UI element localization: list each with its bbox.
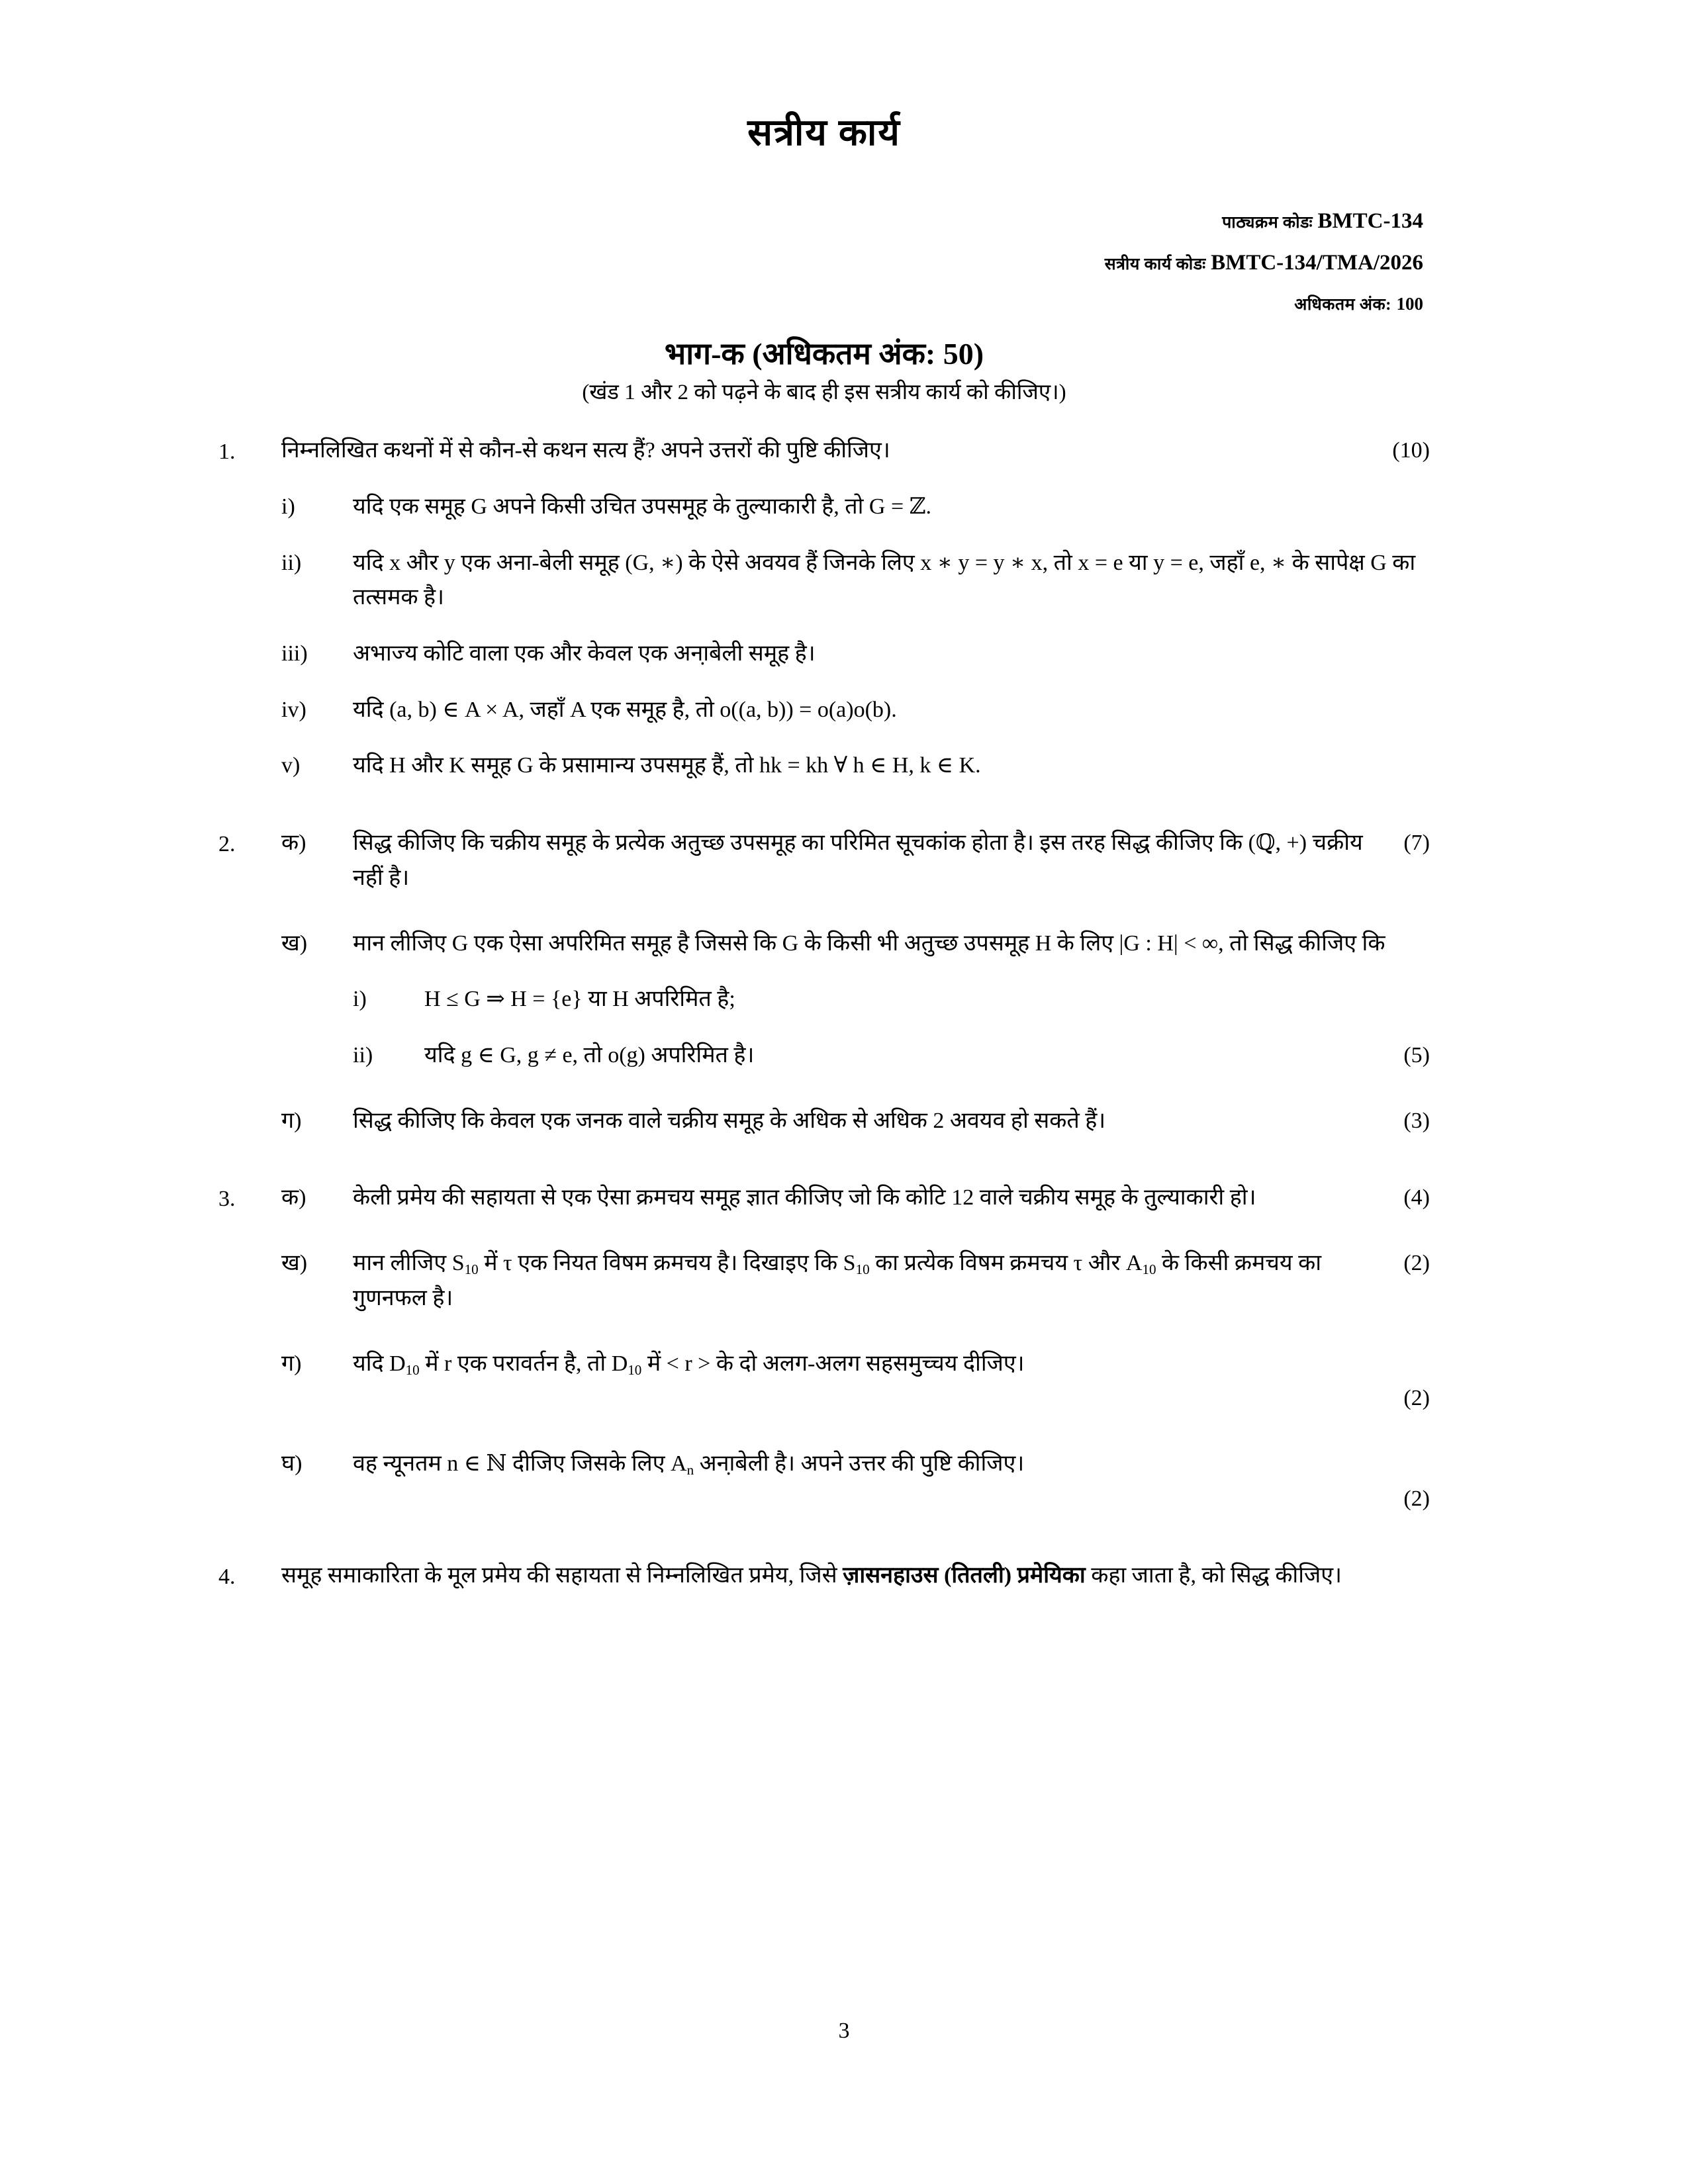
spacer — [218, 1420, 1430, 1447]
question-2-part-b-item-i-text: H ≤ G ⇒ H = {e} या H अपरिमित है; — [424, 987, 735, 1012]
question-1 — [218, 433, 1430, 469]
question-3-part-d-marks: (2) — [1403, 1486, 1430, 1511]
question-2-part-a — [218, 826, 1430, 895]
spacer — [218, 1320, 1430, 1347]
spacer — [218, 788, 1430, 826]
question-1-item-i — [218, 490, 1430, 525]
max-marks-label: अधिकतम अंक: — [1294, 296, 1391, 314]
question-3-part-a-wrap — [353, 1181, 1430, 1216]
question-4-stem-wrap — [281, 1559, 1430, 1594]
question-2-part-c-marks: (3) — [1403, 1108, 1430, 1133]
spacer — [218, 1077, 1430, 1104]
question-3-part-c-sub2: 10 — [628, 1361, 642, 1378]
question-1-item-iii-text: अभाज्य कोटि वाला एक और केवल एक अना़बेली समूह है। — [353, 641, 816, 666]
question-4-stem-bold2: प्रमेयिका — [1017, 1563, 1086, 1588]
question-1-item-iii — [218, 637, 1430, 672]
question-2-part-a-text: सिद्ध कीजिए कि चक्रीय समूह के प्रत्येक अतुच्छ उपसमूह का परिमित सूचकांक होता है। इस तरह सिद्ध कीजिए कि (ℚ, +) चक्रीय नहीं है। — [353, 831, 1363, 890]
question-4-number: 4. — [218, 1565, 236, 1590]
question-2-part-b-item-i — [218, 982, 1430, 1017]
question-1-item-iv-text: यदि (a, b) ∈ A × A, जहाँ A एक समूह है, तो o((a, b)) = o(a)o(b). — [353, 697, 897, 722]
question-2-number: 2. — [218, 832, 236, 857]
question-2-part-a-label: क) — [281, 831, 306, 856]
question-1-item-v-label: v) — [281, 753, 301, 778]
course-code-label: पाठ्यक्रम कोडः — [1222, 214, 1313, 232]
question-4-stem-pre: समूह समाकारिता के मूल प्रमेय की सहायता से निम्नलिखित प्रमेय, जिसे — [281, 1563, 843, 1588]
question-2-part-a-wrap — [353, 826, 1430, 895]
blank-gutter — [218, 1104, 281, 1105]
blank-gutter — [218, 1038, 281, 1040]
assignment-code-line — [218, 251, 1423, 275]
question-4 — [218, 1559, 1430, 1594]
question-3-part-b-sub2: 10 — [855, 1261, 870, 1278]
spacer — [218, 473, 1430, 490]
question-1-item-ii — [218, 546, 1430, 615]
assignment-code-label: सत्रीय कार्य कोडः — [1104, 255, 1206, 273]
question-3-number: 3. — [218, 1187, 236, 1212]
question-2-part-b-text: मान लीजिए G एक ऐसा अपरिमित समूह है जिससे कि G के किसी भी अतुच्छ उपसमूह H के लिए |G : H| < ∞, तो सिद्ध कीजिए कि — [353, 931, 1385, 956]
question-1-item-ii-text: यदि x और y एक अना-बेली समूह (G, ∗) के ऐसे अवयव हैं जिनके लिए x ∗ y = y ∗ x, तो x = e या y = e, जहाँ e, ∗ के सापेक्ष G का तत्समक है। — [353, 550, 1416, 610]
question-1-item-iv-label: iv) — [281, 697, 306, 722]
question-3-part-a-label: क) — [281, 1185, 306, 1210]
question-3-part-c-wrap — [353, 1347, 1430, 1416]
question-2-part-b-item-ii-wrap — [424, 1038, 1430, 1073]
question-1-stem: निम्नलिखित कथनों में से कौन-से कथन सत्य हैं? अपने उत्तरों की पुष्टि कीजिए। — [281, 438, 890, 463]
blank-gutter — [218, 982, 281, 983]
spacer — [218, 965, 1430, 982]
blank-gutter — [218, 546, 281, 547]
question-1-item-i-label: i) — [281, 494, 295, 519]
blank-gutter — [218, 927, 281, 928]
max-marks-line — [218, 293, 1423, 315]
question-1-stem-wrap — [281, 433, 1430, 469]
question-3-part-a-marks: (4) — [1403, 1185, 1430, 1210]
question-3-part-b-sub1: 10 — [464, 1261, 479, 1278]
blank-gutter — [218, 490, 281, 491]
spacer — [218, 1021, 1430, 1038]
question-3-part-b-text-mid2: का प्रत्येक विषम क्रमचय τ और A — [869, 1251, 1143, 1276]
course-code-value: BMTC-134 — [1317, 209, 1423, 233]
question-3-part-b-wrap — [353, 1246, 1430, 1316]
blank-gutter — [218, 1347, 281, 1348]
question-3-part-b-text-post: के किसी क्रमचय का गुणनफल है। — [353, 1251, 1322, 1310]
question-3-part-c-text-mid: में r एक परावर्तन है, तो D — [419, 1351, 628, 1376]
question-2-part-c-wrap — [353, 1104, 1430, 1139]
question-3-part-c-label: ग) — [281, 1351, 302, 1376]
question-2-part-c — [218, 1104, 1430, 1139]
spacer — [218, 1142, 1430, 1181]
question-3-part-d-label: घ) — [281, 1451, 303, 1476]
page-content — [218, 99, 1430, 1598]
question-3-part-a-text: केली प्रमेय की सहायता से एक ऐसा क्रमचय समूह ज्ञात कीजिए जो कि कोटि 12 वाले चक्रीय समूह के तुल्याकारी हो। — [353, 1185, 1256, 1210]
question-4-stem-post: कहा जाता है, को सिद्ध कीजिए। — [1085, 1563, 1342, 1588]
blank-gutter — [218, 1246, 281, 1248]
blank-gutter — [218, 749, 281, 750]
question-1-item-ii-label: ii) — [281, 550, 302, 575]
question-3-part-c-text-post: में < r > के दो अलग-अलग सहसमुच्चय दीजिए। — [641, 1351, 1025, 1376]
question-3-part-c-text-pre: यदि D — [353, 1351, 406, 1376]
question-3-part-d-text-post: अना़बेली है। अपने उत्तर की पुष्टि कीजिए। — [694, 1451, 1025, 1476]
question-3-part-b-label: ख) — [281, 1251, 308, 1276]
part-subheading: (खंड 1 और 2 को पढ़ने के बाद ही इस सत्रीय कार्य को कीजिए।) — [582, 381, 1066, 404]
spacer — [218, 1520, 1430, 1559]
meta-block — [218, 209, 1430, 315]
part-heading: भाग-क (अधिकतम अंक: 50) — [664, 337, 984, 371]
spacer — [218, 619, 1430, 637]
question-2-part-b-item-ii — [218, 1038, 1430, 1073]
question-2-part-b-item-i-label: i) — [353, 987, 367, 1012]
question-3-part-b-text-pre: मान लीजिए S — [353, 1251, 465, 1276]
question-3-part-b — [218, 1246, 1430, 1316]
question-3-part-b-sub3: 10 — [1142, 1261, 1156, 1278]
question-3-part-a — [218, 1181, 1430, 1216]
question-2-part-c-text: सिद्ध कीजिए कि केवल एक जनक वाले चक्रीय समूह के अधिक से अधिक 2 अवयव हो सकते हैं। — [353, 1108, 1106, 1133]
question-2-part-a-marks: (7) — [1403, 831, 1430, 856]
question-2-part-b-item-ii-label: ii) — [353, 1042, 373, 1068]
question-3-part-b-marks: (2) — [1403, 1251, 1430, 1276]
question-1-item-i-text: यदि एक समूह G अपने किसी उचित उपसमूह के तुल्याकारी है, तो G = ℤ. — [353, 494, 931, 519]
spacer — [218, 529, 1430, 546]
question-3-part-d-wrap — [353, 1447, 1430, 1516]
question-3-part-c — [218, 1347, 1430, 1416]
spacer — [218, 1220, 1430, 1246]
question-3-part-b-text-mid: में τ एक नियत विषम क्रमचय है। दिखाइए कि S — [478, 1251, 856, 1276]
assignment-code-value: BMTC-134/TMA/2026 — [1211, 251, 1423, 275]
question-3-part-c-sub1: 10 — [405, 1361, 420, 1378]
question-1-item-iv — [218, 693, 1430, 728]
page-title: सत्रीय कार्य — [747, 113, 901, 154]
question-1-number: 1. — [218, 439, 236, 464]
question-1-item-v-text: यदि H और K समूह G के प्रसामान्य उपसमूह हैं, तो hk = kh ∀ h ∈ H, k ∈ K. — [353, 753, 981, 778]
blank-gutter — [218, 1447, 281, 1448]
question-1-item-v — [218, 749, 1430, 784]
spacer — [218, 900, 1430, 927]
question-2-part-b-marks: (5) — [1403, 1042, 1430, 1068]
question-2-part-b-item-ii-text: यदि g ∈ G, g ≠ e, तो o(g) अपरिमित है। — [424, 1042, 755, 1068]
course-code-line — [218, 209, 1423, 234]
page-number: 3 — [838, 2019, 850, 2043]
question-3-part-d-text-pre: वह न्यूनतम n ∈ ℕ दीजिए जिसके लिए A — [353, 1451, 687, 1476]
spacer — [218, 731, 1430, 749]
question-1-marks: (10) — [1392, 438, 1430, 463]
question-1-item-iii-label: iii) — [281, 641, 308, 666]
question-4-stem-bold1: ज़ासनहाउस (तितली) — [843, 1563, 1012, 1588]
max-marks-value: 100 — [1396, 294, 1423, 314]
blank-gutter — [218, 693, 281, 694]
blank-gutter — [218, 637, 281, 638]
question-2-part-c-label: ग) — [281, 1108, 302, 1133]
question-3-part-d-sub1: n — [686, 1461, 694, 1478]
question-2-part-b-label: ख) — [281, 931, 308, 956]
question-2-part-b — [218, 927, 1430, 962]
question-3-part-d — [218, 1447, 1430, 1516]
spacer — [218, 676, 1430, 693]
question-3-part-c-marks: (2) — [1403, 1386, 1430, 1411]
